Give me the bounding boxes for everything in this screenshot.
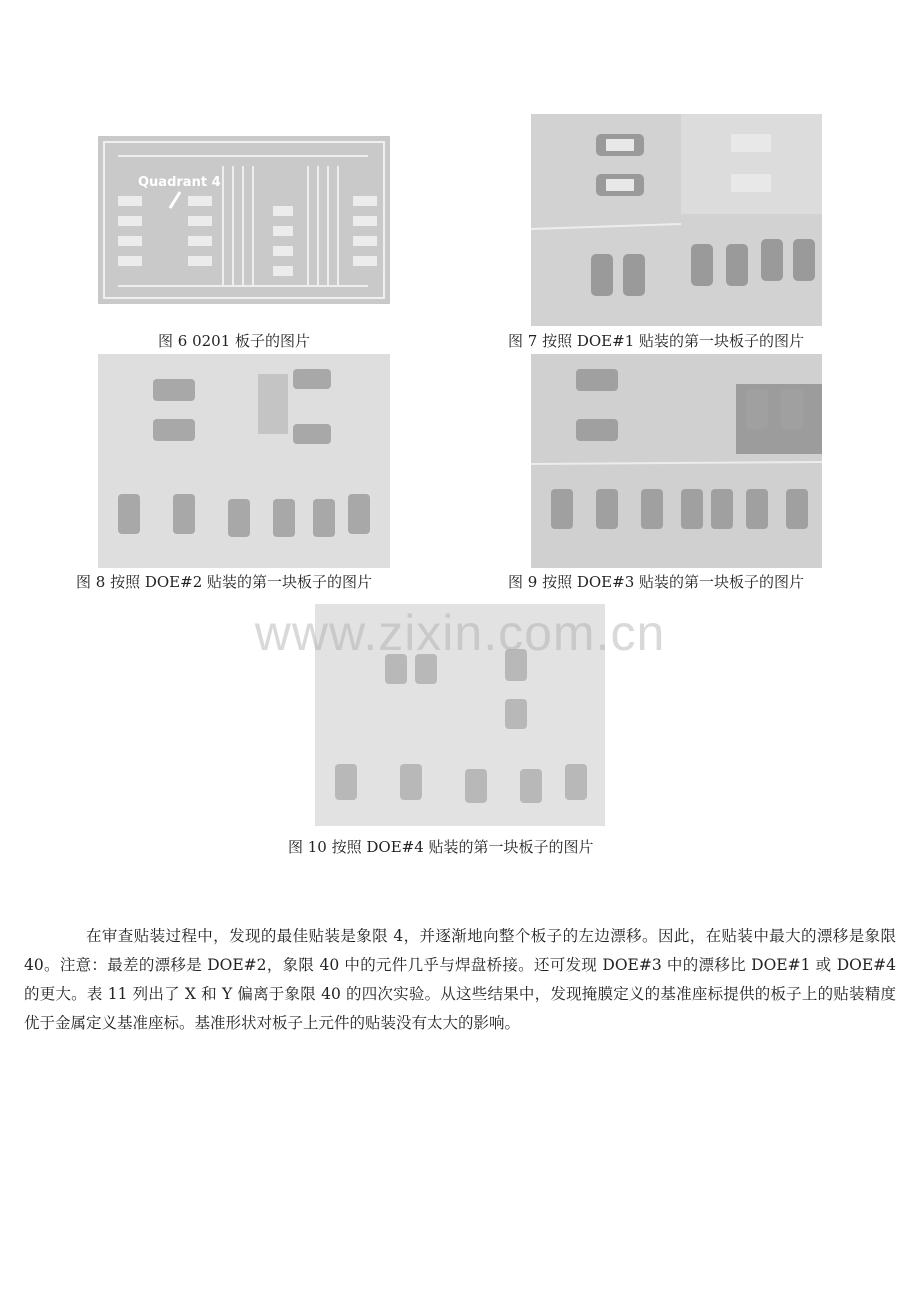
watermark: www.zixin.com.cn xyxy=(254,605,666,661)
figure-10-image xyxy=(315,604,605,826)
figure-6-image xyxy=(98,136,390,304)
figure-10-caption: 图 10 按照 DOE#4 贴装的第一块板子的图片 xyxy=(288,838,594,856)
figure-7-image xyxy=(531,114,822,326)
figure-8-image xyxy=(98,354,390,568)
body-paragraph: 在审查贴装过程中，发现的最佳贴装是象限 4，并逐渐地向整个板子的左边漂移。因此，在贴装中最大的漂移是象限 40。注意：最差的漂移是 DOE#2，象限 40 中的元件几乎与焊盘桥接。还可发现 DOE#3 中的漂移比 DOE#1 或 DOE#4 的更大。表 11 列出了 X 和 Y 偏离于象限 40 的四次实验。从这些结果中，发现掩膜定义的基准座标提供的板子上的贴装精度优于金属定义基准座标。基准形状对板子上元件的贴装没有太大的影响。 xyxy=(24,927,896,1032)
figure-6-caption: 图 6 0201 板子的图片 xyxy=(158,332,311,350)
figure-7-caption: 图 7 按照 DOE#1 贴装的第一块板子的图片 xyxy=(508,332,805,350)
figure-8-caption: 图 8 按照 DOE#2 贴装的第一块板子的图片 xyxy=(76,573,373,591)
figure-9-caption: 图 9 按照 DOE#3 贴装的第一块板子的图片 xyxy=(508,573,805,591)
figure-9-image xyxy=(531,354,822,568)
quadrant-label: Quadrant 4 xyxy=(138,175,221,190)
